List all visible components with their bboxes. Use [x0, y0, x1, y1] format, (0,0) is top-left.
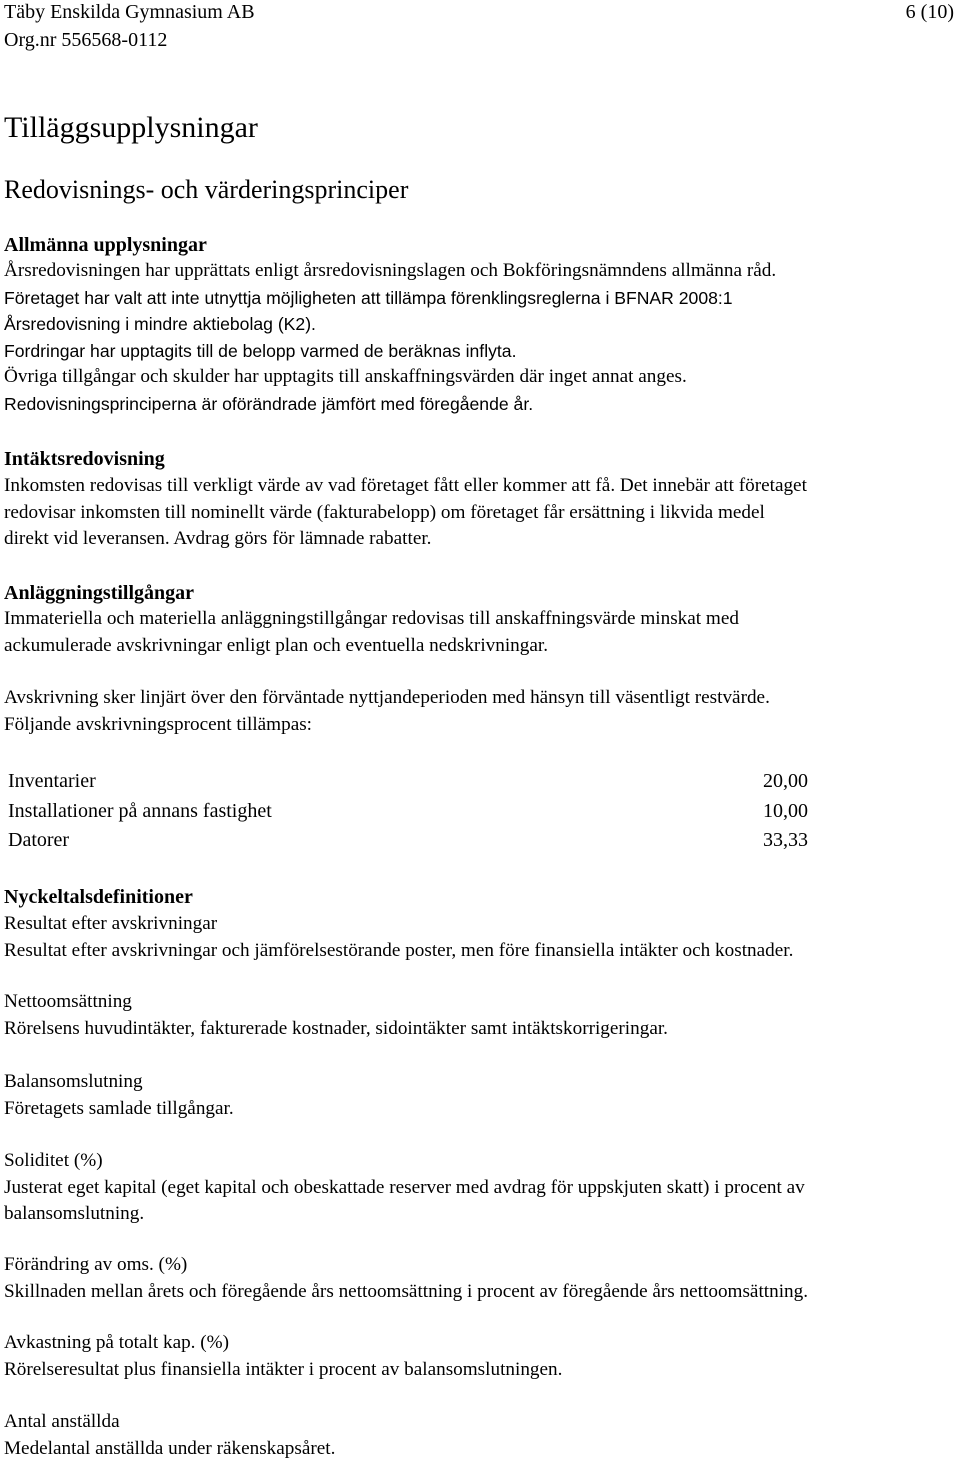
general-line: Övriga tillgångar och skulder har upptagits till anskaffningsvärden där inget annat anges.: [4, 366, 687, 387]
ratio-description: Resultat efter avskrivningar och jämförelsestörande poster, men före finansiella intäkter och kostnader.: [4, 939, 794, 961]
ratio-definition: [4, 1252, 960, 1305]
ratio-definition: [4, 1330, 960, 1383]
ratio-term: Nettoomsättning: [4, 991, 132, 1012]
rate-label: Inventarier: [8, 770, 96, 792]
ratio-definition: [4, 1069, 960, 1122]
ratio-description: Justerat eget kapital (eget kapital och obeskattade reserver med avdrag för uppskjuten skatt) i procent av: [4, 1176, 805, 1198]
section-title: Redovisnings- och värderingsprinciper: [4, 175, 409, 204]
general-heading: Allmänna upplysningar: [4, 234, 207, 256]
revenue-line: direkt vid leveransen. Avdrag görs för lämnade rabatter.: [4, 528, 432, 549]
ratio-description: Företagets samlade tillgångar.: [4, 1097, 234, 1119]
ratio-term: Antal anställda: [4, 1411, 120, 1432]
revenue-text: [4, 473, 960, 553]
fixed-assets-heading: Anläggningstillgångar: [4, 582, 195, 604]
ratio-term: Resultat efter avskrivningar: [4, 913, 218, 934]
rate-label: Installationer på annans fastighet: [8, 800, 272, 822]
fixed-assets-line: Avskrivning sker linjärt över den förväntade nyttjandeperioden med hänsyn till väsentligt restvärde.: [4, 687, 770, 708]
general-text: [4, 258, 960, 417]
revenue-line: redovisar inkomsten till nominellt värde (fakturabelopp) om företaget får ersättning i likvida medel: [4, 501, 765, 523]
company-name: Täby Enskilda Gymnasium AB: [4, 1, 255, 23]
ratio-definition: [4, 989, 960, 1042]
rate-label: Datorer: [8, 829, 70, 851]
fixed-assets-line: Immateriella och materiella anläggningstillgångar redovisas till anskaffningsvärde minskat med: [4, 608, 739, 629]
ratio-description: Rörelsens huvudintäkter, fakturerade kostnader, sidointäkter samt intäktskorrigeringar.: [4, 1017, 668, 1039]
ratio-definition: [4, 1409, 960, 1462]
general-line: Årsredovisning i mindre aktiebolag (K2).: [4, 314, 316, 334]
ratio-description: balansomslutning.: [4, 1203, 145, 1224]
revenue-heading: Intäktsredovisning: [4, 448, 165, 470]
ratio-definition: [4, 1148, 960, 1228]
ratio-description: Skillnaden mellan årets och föregående års nettoomsättning i procent av föregående års nettoomsättning.: [4, 1280, 809, 1302]
fixed-assets-line: ackumulerade avskrivningar enligt plan och eventuella nedskrivningar.: [4, 634, 548, 656]
ratio-term: Avkastning på totalt kap. (%): [4, 1332, 230, 1353]
ratio-term: Förändring av oms. (%): [4, 1254, 188, 1275]
page-title: Tilläggsupplysningar: [4, 111, 258, 144]
fixed-assets-text: [4, 606, 960, 659]
revenue-line: Inkomsten redovisas till verkligt värde av vad företaget fått eller kommer att få. Det innebär att företaget: [4, 475, 807, 496]
general-line: Redovisningsprinciperna är oförändrade jämfört med föregående år.: [4, 393, 534, 414]
fixed-assets-text-2: [4, 685, 960, 738]
key-ratios-heading: Nyckeltalsdefinitioner: [4, 886, 193, 908]
ratio-term: Soliditet (%): [4, 1150, 103, 1171]
general-line: Företaget har valt att inte utnyttja möjligheten att tillämpa förenklingsreglerna i BFNAR 2008:1: [4, 287, 733, 308]
rate-value: 33,33: [763, 829, 808, 851]
fixed-assets-line: Följande avskrivningsprocent tillämpas:: [4, 713, 313, 735]
ratio-definition: [4, 911, 960, 964]
org-number: Org.nr 556568-0112: [4, 29, 168, 51]
ratio-term: Balansomslutning: [4, 1071, 143, 1092]
general-line: Årsredovisningen har upprättats enligt årsredovisningslagen och Bokföringsnämndens allmänna råd.: [4, 260, 777, 281]
page-number: 6 (10): [905, 1, 954, 23]
rate-value: 20,00: [763, 770, 808, 792]
rate-value: 10,00: [763, 800, 808, 822]
ratio-description: Rörelseresultat plus finansiella intäkter i procent av balansomslutningen.: [4, 1358, 563, 1380]
ratio-description: Medelantal anställda under räkenskapsåret.: [4, 1437, 336, 1459]
general-line: Fordringar har upptagits till de belopp varmed de beräknas inflyta.: [4, 340, 517, 361]
